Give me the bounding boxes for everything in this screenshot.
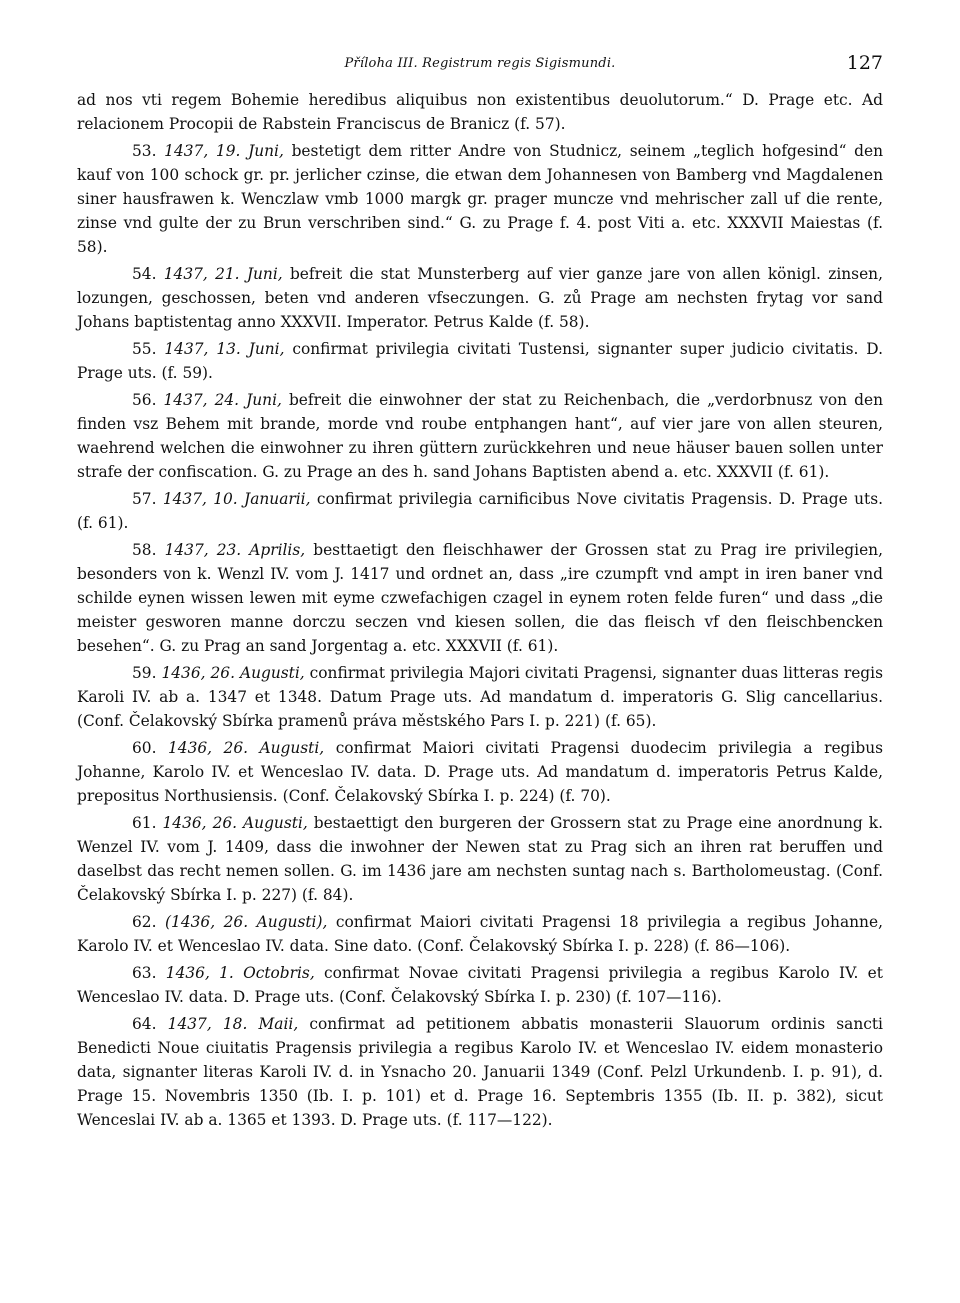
page-number: 127 <box>846 52 883 74</box>
entry-number: 59. <box>132 664 157 682</box>
entry-number: 57. <box>132 490 157 508</box>
document-page <box>77 52 883 1135</box>
entry-date: 1437, 19. Juni, <box>164 142 284 160</box>
entry-53 <box>77 139 883 259</box>
entry-54 <box>77 262 883 334</box>
entry-date: (1436, 26. Augusti), <box>165 913 328 931</box>
entry-number: 53. <box>132 142 157 160</box>
entry-text: confirmat ad petitionem abbatis monasterii Slauorum ordinis sancti Benedicti Noue ciuitatis Pragensis privilegia a regibus Karolo IV. et Wenceslao IV. eidem monasterio data, signanter literas Karoli IV. d. in Ysnacho 20. Januarii 1349 (Conf. Pelzl Urkundenb. I. p. 91), d. Prage 15. Novembris 1350 (Ib. I. p. 101) et d. Prage 16. Septembris 1355 (Ib. II. p. 382), sicut Wenceslai IV. ab a. 1365 et 1393. D. Prage uts. (f. 117—122). <box>77 1015 883 1129</box>
entry-text: besttaetigt den fleischhawer der Grossen stat zu Prag ire privilegien, besonders von k. Wenzl IV. vom J. 1417 und ordnet an, dass „ire czumpft vnd ampt in iren baner vnd schilde eynen wissen lewen mit eyme czwefachigen czagel in eynem roten felde furen“ und dass „die meister gesworen manne dorczu seczen vnd kiesen sollen, die das fleisch vf den fleischbencken besehen“. G. zu Prag an sand Jorgentag a. etc. XXXVII (f. 61). <box>77 541 883 655</box>
entry-number: 61. <box>132 814 157 832</box>
entry-60 <box>77 736 883 808</box>
continuation-paragraph: ad nos vti regem Bohemie heredibus aliquibus non existentibus deuolutorum.“ D. Prage etc. Ad relacionem Procopii de Rabstein Franciscus de Branicz (f. 57). <box>77 91 883 133</box>
entry-date: 1436, 26. Augusti, <box>161 664 305 682</box>
entry-text: confirmat Novae civitati Pragensi privilegia a regibus Karolo IV. et Wenceslao IV. data. D. Prage uts. (Conf. Čelakovský Sbírka I. p. 230) (f. 107—116). <box>77 964 883 1006</box>
entry-text: confirmat privilegia civitati Tustensi, signanter super judicio civitatis. D. Prage uts. (f. 59). <box>77 340 883 382</box>
entry-number: 58. <box>132 541 157 559</box>
entry-57 <box>77 487 883 535</box>
entry-date: 1437, 24. Juni, <box>163 391 282 409</box>
entry-64 <box>77 1012 883 1132</box>
entry-text: bestaettigt den burgeren der Grossern stat zu Prage eine anordnung k. Wenzel IV. vom J. 1409, dass die inwohner der Newen stat zu Prag sich an ihren rat beruffen und daselbst das recht nemen sollen. G. im 1436 jare am nechsten suntag nach s. Bartholomeustag. (Conf. Čelakovský Sbírka I. p. 227) (f. 84). <box>77 814 883 904</box>
entry-text: confirmat privilegia Majori civitati Pragensi, signanter duas litteras regis Karoli IV. ab a. 1347 et 1348. Datum Prage uts. Ad mandatum d. imperatoris G. Slig cancellarius. (Conf. Čelakovský Sbírka pramenů práva městského Pars I. p. 221) (f. 65). <box>77 664 883 730</box>
entry-text: befreit die stat Munsterberg auf vier ganze jare von allen königl. zinsen, lozungen, geschossen, beten vnd anderen vfseczungen. G. zů Prage am nechsten frytag vor sand Johans baptistentag anno XXXVII. Imperator. Petrus Kalde (f. 58). <box>77 265 883 331</box>
entry-date: 1437, 13. Juni, <box>164 340 285 358</box>
entry-date: 1437, 23. Aprilis, <box>164 541 306 559</box>
entry-text: bestetigt dem ritter Andre von Studnicz, seinem „teglich hofgesind“ den kauf von 100 schock gr. pr. jerlicher czinse, die etwan dem Johannesen von Bamberg vnd Magdalenen siner hausfrawen k. Wenczlaw vmb 1000 margk gr. prager muncze vnd mehrischer zall uf die rente, zinse vnd gulte der zu Brun verschriben sind.“ G. zu Prage f. 4. post Viti a. etc. XXXVII Maiestas (f. 58). <box>77 142 883 256</box>
entry-text: confirmat Maiori civitati Pragensi duodecim privilegia a regibus Johanne, Karolo IV. et Wenceslao IV. data. D. Prage uts. Ad mandatum d. imperatoris Petrus Kalde, prepositus Northusiensis. (Conf. Čelakovský Sbírka I. p. 224) (f. 70). <box>77 739 883 805</box>
entry-number: 62. <box>132 913 157 931</box>
page-header <box>77 52 883 88</box>
entry-date: 1436, 26. Augusti, <box>167 739 325 757</box>
entry-text: confirmat Maiori civitati Pragensi 18 privilegia a regibus Johanne, Karolo IV. et Wenceslao IV. data. Sine dato. (Conf. Čelakovský Sbírka I. p. 228) (f. 86—106). <box>77 913 883 955</box>
running-title: Příloha III. Registrum regis Sigismundi. <box>344 56 616 71</box>
entry-text: befreit die einwohner der stat zu Reichenbach, die „verdorbnusz von den finden vsz Behem mit brande, morde vnd roube entphangen hant“, auf vier jare von allen steuren, waehrend welchen die einwohner zu ihren güttern zurückkehren und neue häuser bauen sollen unter strafe der confiscation. G. zu Prage an des h. sand Johans Baptisten abend a. etc. XXXVII (f. 61). <box>77 391 883 481</box>
entry-list <box>77 139 883 1132</box>
entry-date: 1437, 18. Maii, <box>167 1015 299 1033</box>
entry-number: 60. <box>132 739 157 757</box>
entry-59 <box>77 661 883 733</box>
entry-58 <box>77 538 883 658</box>
entry-63 <box>77 961 883 1009</box>
entry-number: 56. <box>132 391 157 409</box>
entry-56 <box>77 388 883 484</box>
entry-date: 1437, 21. Juni, <box>163 265 283 283</box>
entry-61 <box>77 811 883 907</box>
entry-number: 54. <box>132 265 157 283</box>
entry-date: 1436, 1. Octobris, <box>165 964 315 982</box>
entry-number: 64. <box>132 1015 157 1033</box>
entry-number: 55. <box>132 340 157 358</box>
entry-text: confirmat privilegia carnificibus Nove civitatis Pragensis. D. Prage uts. (f. 61). <box>77 490 883 532</box>
entry-55 <box>77 337 883 385</box>
entry-62 <box>77 910 883 958</box>
entry-date: 1436, 26. Augusti, <box>162 814 308 832</box>
entry-date: 1437, 10. Januarii, <box>162 490 311 508</box>
entry-number: 63. <box>132 964 157 982</box>
